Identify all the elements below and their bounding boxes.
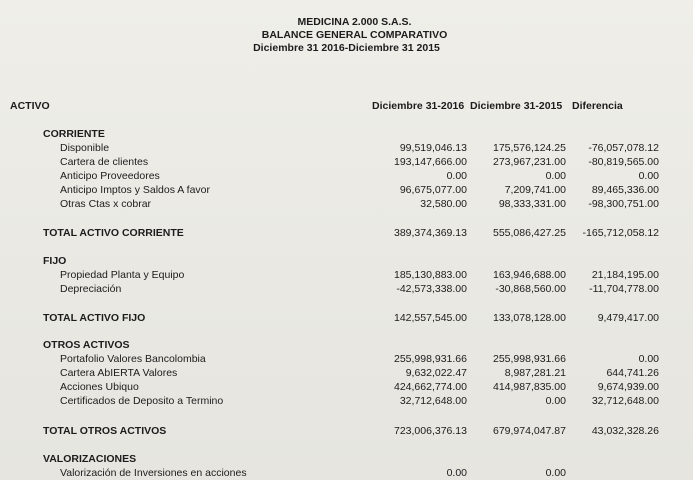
company-name: MEDICINA 2.000 S.A.S. [297, 16, 412, 28]
report-title: BALANCE GENERAL COMPARATIVO [261, 29, 448, 41]
total-row-activo-corriente: TOTAL ACTIVO CORRIENTE 389,374,369.13 555,086,427.25 -165,712,058.12 [43, 227, 659, 239]
column-header-activo: ACTIVO [10, 100, 50, 112]
table-row: Portafolio Valores Bancolombia 255,998,931.66 255,998,931.66 0.00 [60, 353, 659, 365]
table-row: Acciones Ubiquo 424,662,774.00 414,987,835.00 9,674,939.00 [60, 381, 659, 393]
table-row: Anticipo Imptos y Saldos A favor 96,675,077.00 7,209,741.00 89,465,336.00 [60, 184, 659, 196]
section-header-valorizaciones: VALORIZACIONES [43, 453, 137, 465]
table-row: Propiedad Planta y Equipo 185,130,883.00 163,946,688.00 21,184,195.00 [60, 269, 659, 281]
table-row: Anticipo Proveedores 0.00 0.00 0.00 [60, 170, 659, 182]
column-header-2015: Diciembre 31-2015 [470, 100, 563, 112]
table-row: Otras Ctas x cobrar 32,580.00 98,333,331.00 -98,300,751.00 [60, 198, 659, 210]
section-header-otros-activos: OTROS ACTIVOS [43, 339, 130, 351]
total-row-activo-fijo: TOTAL ACTIVO FIJO 142,557,545.00 133,078,128.00 9,479,417.00 [43, 312, 659, 324]
total-row-otros-activos: TOTAL OTROS ACTIVOS 723,006,376.13 679,974,047.87 43,032,328.26 [43, 425, 659, 437]
table-row: Cartera AbIERTA Valores 9,632,022.47 8,987,281.21 644,741.26 [60, 367, 659, 379]
report-period: Diciembre 31 2016-Diciembre 31 2015 [253, 42, 440, 54]
table-row: Cartera de clientes 193,147,666.00 273,967,231.00 -80,819,565.00 [60, 156, 659, 168]
section-header-fijo: FIJO [43, 255, 67, 267]
table-row: Valorización de Inversiones en acciones 0.00 0.00 [60, 467, 566, 479]
table-row: Certificados de Deposito a Termino 32,712,648.00 0.00 32,712,648.00 [60, 395, 659, 407]
section-header-corriente: CORRIENTE [43, 128, 105, 140]
column-header-2016: Diciembre 31-2016 [372, 100, 465, 112]
table-row: Depreciación -42,573,338.00 -30,868,560.00 -11,704,778.00 [60, 283, 659, 295]
table-row: Disponible 99,519,046.13 175,576,124.25 -76,057,078.12 [60, 142, 659, 154]
column-header-diferencia: Diferencia [572, 100, 623, 112]
